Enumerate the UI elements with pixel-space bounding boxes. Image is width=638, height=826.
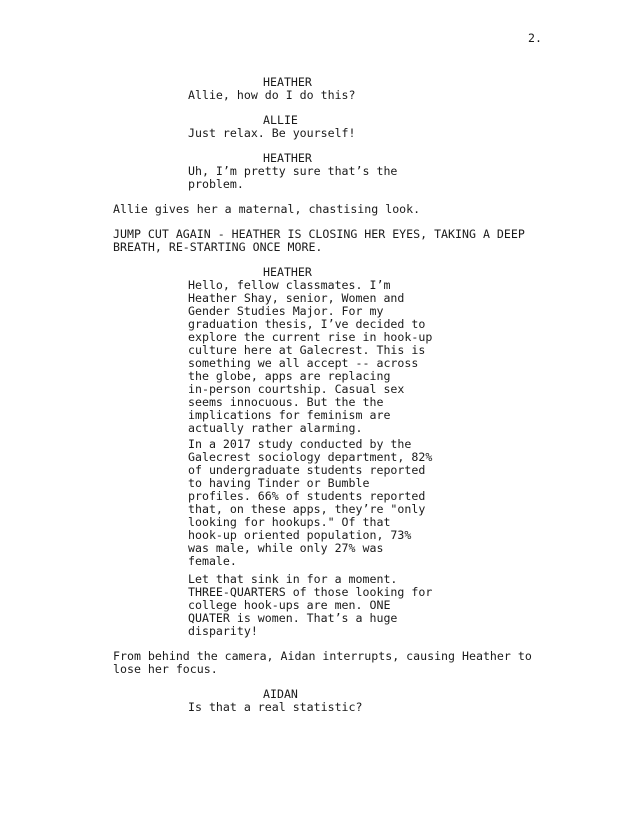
character-name: HEATHER (263, 75, 312, 89)
character-name: ALLIE (263, 113, 298, 127)
dialogue-line: profiles. 66% of students reported (188, 489, 426, 503)
dialogue-line: hook-up oriented population, 73% (188, 528, 412, 542)
dialogue-line: Let that sink in for a moment. (188, 572, 398, 586)
dialogue-line: culture here at Galecrest. This is (188, 343, 426, 357)
action-line: Allie gives her a maternal, chastising look. (113, 202, 421, 216)
dialogue-line: disparity! (188, 624, 258, 638)
dialogue-line: that, on these apps, they’re "only (188, 502, 426, 516)
dialogue-line: problem. (188, 177, 244, 191)
dialogue-line: of undergraduate students reported (188, 463, 426, 477)
dialogue-line: In a 2017 study conducted by the (188, 437, 412, 451)
dialogue-line: Hello, fellow classmates. I’m (188, 278, 391, 292)
dialogue-line: the globe, apps are replacing (188, 369, 391, 383)
action-line: BREATH, RE-STARTING ONCE MORE. (113, 240, 323, 254)
dialogue-line: Heather Shay, senior, Women and (188, 291, 405, 305)
dialogue-line: seems innocuous. But the the (188, 395, 384, 409)
dialogue-line: Is that a real statistic? (188, 700, 363, 714)
dialogue-line: was male, while only 27% was (188, 541, 384, 555)
dialogue-line: graduation thesis, I’ve decided to (188, 317, 426, 331)
dialogue-line: college hook-ups are men. ONE (188, 598, 391, 612)
dialogue-line: Gender Studies Major. For my (188, 304, 384, 318)
action-line: JUMP CUT AGAIN - HEATHER IS CLOSING HER EYES, TAKING A DEEP (113, 227, 525, 241)
action-line: lose her focus. (113, 662, 218, 676)
dialogue-line: explore the current rise in hook-up (188, 330, 433, 344)
dialogue-line: Allie, how do I do this? (188, 88, 356, 102)
character-name: HEATHER (263, 265, 312, 279)
page-number: 2. (528, 31, 542, 45)
dialogue-line: actually rather alarming. (188, 421, 363, 435)
character-name: HEATHER (263, 151, 312, 165)
dialogue-line: Just relax. Be yourself! (188, 126, 356, 140)
dialogue-line: implications for feminism are (188, 408, 391, 422)
dialogue-line: female. (188, 554, 237, 568)
action-line: From behind the camera, Aidan interrupts, causing Heather to (113, 649, 532, 663)
dialogue-line: QUATER is women. That’s a huge (188, 611, 398, 625)
character-name: AIDAN (263, 687, 298, 701)
dialogue-line: THREE-QUARTERS of those looking for (188, 585, 433, 599)
dialogue-line: in-person courtship. Casual sex (188, 382, 405, 396)
dialogue-line: something we all accept -- across (188, 356, 419, 370)
dialogue-line: Uh, I’m pretty sure that’s the (188, 164, 398, 178)
dialogue-line: Galecrest sociology department, 82% (188, 450, 433, 464)
dialogue-line: to having Tinder or Bumble (188, 476, 370, 490)
dialogue-line: looking for hookups." Of that (188, 515, 391, 529)
